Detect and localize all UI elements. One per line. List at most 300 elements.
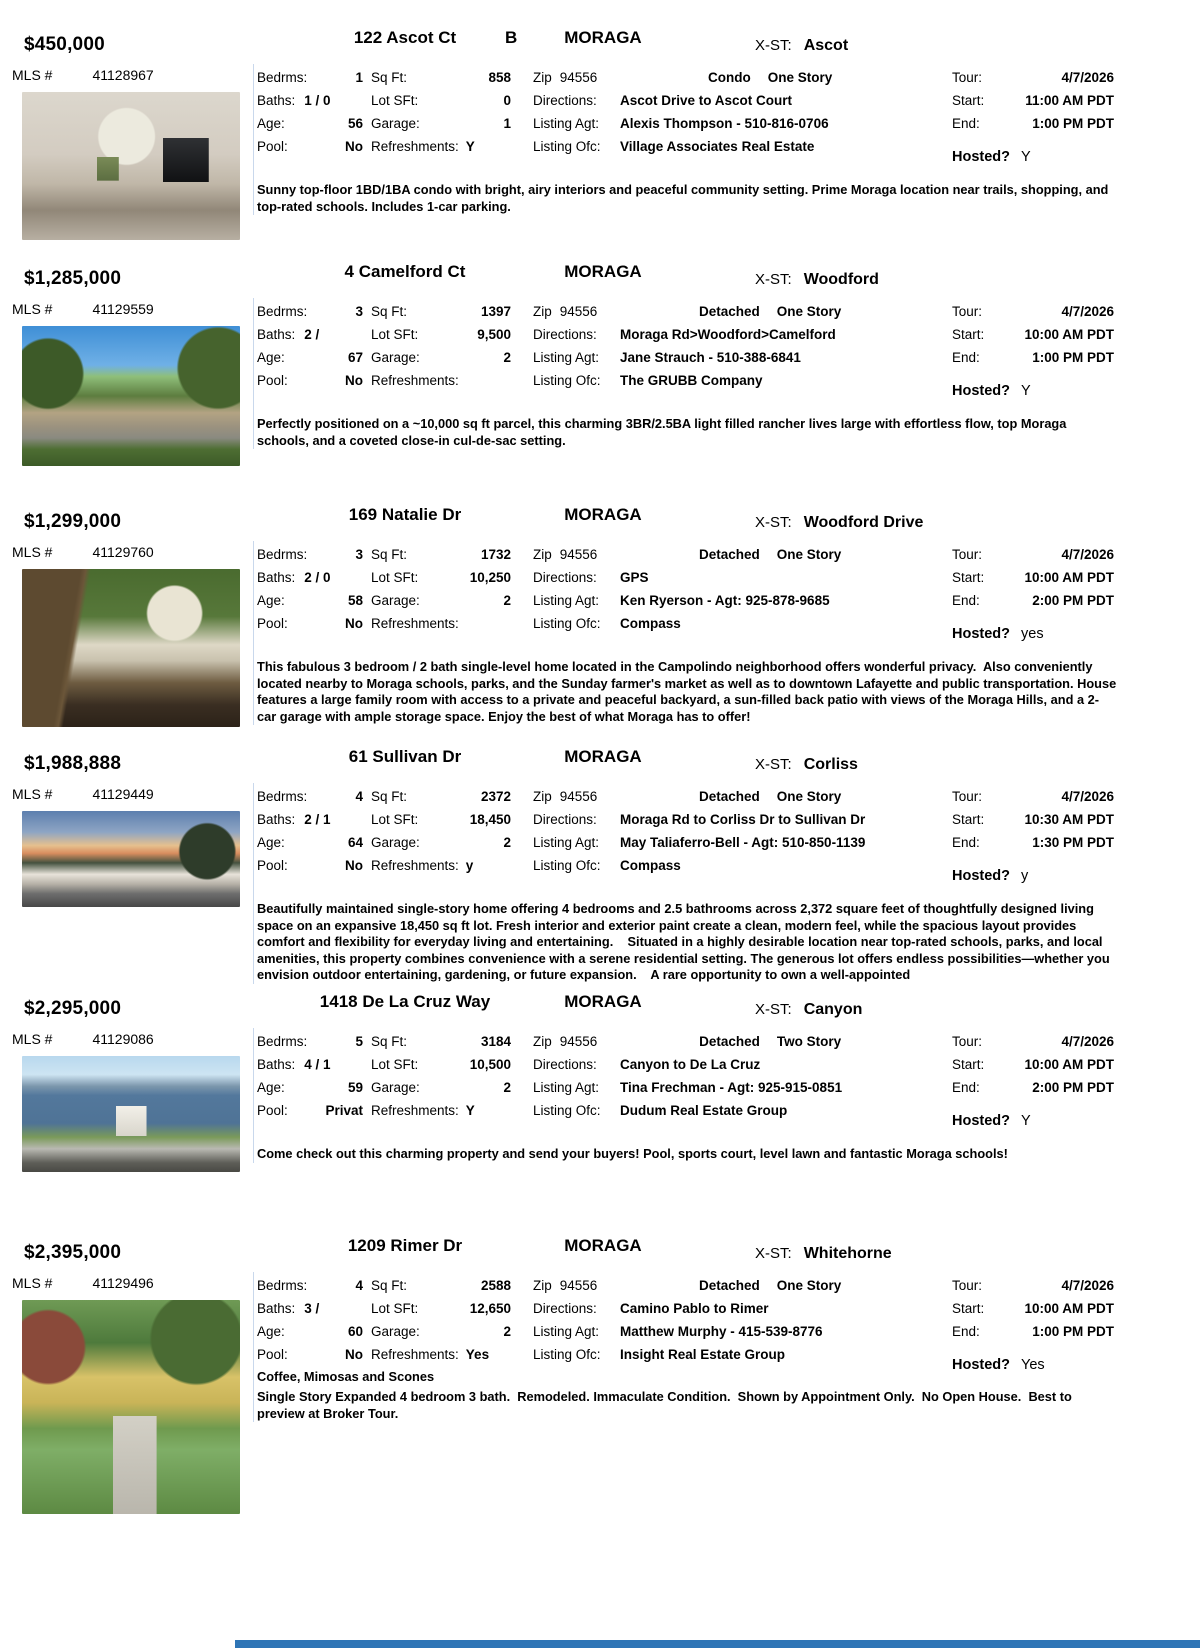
baths-label: Baths: — [257, 93, 296, 108]
age-label: Age: — [257, 835, 285, 850]
listing-description: Come check out this charming property and send your buyers! Pool, sports court, level lawn and fantastic Moraga schools! — [257, 1146, 1008, 1161]
listing-agent-field — [533, 1320, 943, 1343]
listing-agent-value: Jane Strauch - 510-388-6841 — [620, 350, 801, 365]
type-value: Detached — [699, 789, 760, 804]
sqft-value: 1732 — [480, 547, 511, 562]
sqft-label: Sq Ft: — [371, 304, 408, 319]
address: 61 Sullivan Dr — [348, 747, 462, 766]
directions-field — [533, 323, 943, 346]
cross-street-value: Corliss — [803, 756, 858, 773]
refreshments-value: Yes — [465, 1347, 490, 1362]
hosted-field — [952, 625, 1114, 643]
lot-label: Lot SFt: — [371, 327, 419, 342]
age-value: 58 — [347, 593, 363, 608]
sqft-label: Sq Ft: — [371, 547, 408, 562]
directions-label: Directions: — [533, 1301, 597, 1316]
cross-street — [755, 271, 879, 289]
tour-label: Tour: — [952, 1278, 983, 1293]
city: MORAGA — [564, 28, 642, 47]
refreshments-label: Refreshments: — [371, 1103, 459, 1118]
mls-number: 41128967 — [92, 67, 154, 83]
start-value: 10:30 AM PDT — [1024, 812, 1114, 827]
stories-value: Two Story — [776, 1034, 842, 1049]
mls-row — [12, 298, 252, 322]
stories-value: One Story — [776, 1278, 842, 1293]
garage-field — [371, 589, 511, 612]
age-label: Age: — [257, 350, 285, 365]
stories-value: One Story — [776, 547, 842, 562]
hosted-field — [952, 1356, 1114, 1374]
end-label: End: — [952, 116, 980, 131]
cross-street — [755, 37, 848, 55]
cross-street-label: X-ST: — [755, 271, 792, 288]
bedrooms-label: Bedrms: — [257, 1034, 308, 1049]
listing-left-column — [12, 783, 252, 907]
pool-label: Pool: — [257, 858, 288, 873]
listing-agent-label: Listing Agt: — [533, 116, 600, 131]
garage-label: Garage: — [371, 1080, 420, 1095]
tour-schedule — [952, 1274, 1114, 1374]
listing-office-value: Compass — [620, 858, 681, 873]
zip-label: Zip — [533, 304, 552, 319]
tour-date-field — [952, 1030, 1114, 1053]
age-value: 60 — [347, 1324, 363, 1339]
tour-schedule — [952, 543, 1114, 643]
hosted-label: Hosted? — [952, 1357, 1010, 1373]
mls-label: MLS # — [12, 1031, 53, 1047]
baths-field — [257, 566, 363, 589]
garage-field — [371, 831, 511, 854]
listing-agent-label: Listing Agt: — [533, 835, 600, 850]
lot-label: Lot SFt: — [371, 93, 419, 108]
listing-left-column — [12, 541, 252, 727]
cross-street-value: Canyon — [803, 1001, 863, 1018]
price: $2,295,000 — [24, 998, 122, 1019]
listing-office-value: Village Associates Real Estate — [620, 139, 815, 154]
bedrooms-field — [257, 1030, 363, 1053]
pool-label: Pool: — [257, 1103, 288, 1118]
stories-value: One Story — [767, 70, 833, 85]
tour-start-field — [952, 566, 1114, 589]
listing-details — [253, 1272, 1123, 1422]
tour-end-field — [952, 346, 1114, 369]
footer-bar — [235, 1640, 1200, 1648]
pool-field — [257, 1343, 363, 1366]
tour-date-field — [952, 300, 1114, 323]
lot-field — [371, 1297, 511, 1320]
cross-street-label: X-ST: — [755, 1245, 792, 1262]
pool-field — [257, 854, 363, 877]
cross-street-value: Woodford — [803, 271, 879, 288]
tour-start-field — [952, 808, 1114, 831]
end-value: 2:00 PM PDT — [1032, 593, 1114, 608]
tour-date-value: 4/7/2026 — [1061, 70, 1114, 85]
lot-value: 0 — [503, 93, 511, 108]
bedrooms-value: 3 — [355, 304, 363, 319]
garage-label: Garage: — [371, 593, 420, 608]
bedrooms-field — [257, 785, 363, 808]
cross-street-value: Whitehorne — [803, 1245, 892, 1262]
property-type — [597, 300, 943, 323]
type-value: Detached — [699, 1278, 760, 1293]
directions-label: Directions: — [533, 93, 597, 108]
mls-label: MLS # — [12, 67, 53, 83]
baths-label: Baths: — [257, 570, 296, 585]
pool-field — [257, 369, 363, 392]
refreshments-field — [371, 1099, 511, 1122]
listing-agent-field — [533, 589, 943, 612]
mls-number: 41129449 — [92, 786, 154, 802]
city: MORAGA — [564, 747, 642, 766]
sqft-label: Sq Ft: — [371, 70, 408, 85]
tour-schedule — [952, 1030, 1114, 1130]
zip-value: 94556 — [559, 1278, 598, 1293]
listing-agent-label: Listing Agt: — [533, 1324, 600, 1339]
lot-field — [371, 323, 511, 346]
zip-value: 94556 — [559, 1034, 598, 1049]
tour-date-field — [952, 66, 1114, 89]
cross-street-value: Ascot — [803, 37, 849, 54]
hosted-value: y — [1021, 868, 1029, 884]
tour-end-field — [952, 589, 1114, 612]
zip-label: Zip — [533, 789, 552, 804]
city: MORAGA — [564, 992, 642, 1011]
garage-label: Garage: — [371, 1324, 420, 1339]
cross-street-label: X-ST: — [755, 756, 792, 773]
directions-field — [533, 1297, 943, 1320]
end-label: End: — [952, 835, 980, 850]
baths-field — [257, 1053, 363, 1076]
listing-left-column — [12, 64, 252, 240]
garage-value: 2 — [503, 1080, 511, 1095]
start-label: Start: — [952, 570, 985, 585]
listing-office-label: Listing Ofc: — [533, 139, 601, 154]
tour-end-field — [952, 112, 1114, 135]
address: 4 Camelford Ct — [344, 262, 466, 281]
garage-label: Garage: — [371, 350, 420, 365]
tour-date-field — [952, 785, 1114, 808]
listing-office-value: The GRUBB Company — [620, 373, 763, 388]
refreshments-field — [371, 369, 511, 392]
lot-label: Lot SFt: — [371, 570, 419, 585]
garage-value: 2 — [503, 350, 511, 365]
listing-description: Beautifully maintained single-story home offering 4 bedrooms and 2.5 bathrooms across 2,372 square feet of thoughtfully designed living space on an expansive 18,450 sq ft lot. Fresh interior and exterior paint create a clean, modern feel, while the spacious layout provides comfort and flexibility for everyday living and entertaining. Situated in a highly desirable location near top-rated schools, parks, and local amenities, this property combines convenience with a serene residential setting. The generous lot offers endless possibilities—whether you envision outdoor entertaining, gardening, or future expansion. A rare opportunity to own a well-appointed — [257, 901, 1114, 982]
end-value: 2:00 PM PDT — [1032, 1080, 1114, 1095]
garage-field — [371, 1320, 511, 1343]
listing-office-field — [533, 612, 943, 635]
bedrooms-label: Bedrms: — [257, 304, 308, 319]
zip-value: 94556 — [559, 789, 598, 804]
bedrooms-value: 4 — [355, 1278, 363, 1293]
tour-date-value: 4/7/2026 — [1061, 304, 1114, 319]
listing-agent-field — [533, 831, 943, 854]
tour-date-value: 4/7/2026 — [1061, 789, 1114, 804]
mls-number: 41129496 — [92, 1275, 154, 1291]
tour-schedule — [952, 300, 1114, 400]
pool-value: No — [345, 139, 363, 154]
listing-details — [253, 541, 1123, 725]
lot-field — [371, 566, 511, 589]
sqft-value: 2588 — [480, 1278, 511, 1293]
end-value: 1:00 PM PDT — [1032, 1324, 1114, 1339]
sqft-value: 3184 — [480, 1034, 511, 1049]
age-field — [257, 112, 363, 135]
type-value: Detached — [699, 547, 760, 562]
mls-number: 41129760 — [92, 544, 154, 560]
tour-end-field — [952, 1320, 1114, 1343]
directions-label: Directions: — [533, 1057, 597, 1072]
refreshments-value: Y — [465, 139, 475, 154]
sqft-label: Sq Ft: — [371, 789, 408, 804]
zip-value: 94556 — [559, 304, 598, 319]
address: 169 Natalie Dr — [348, 505, 462, 524]
end-label: End: — [952, 1080, 980, 1095]
lot-value: 12,650 — [469, 1301, 511, 1316]
listing-agent-value: Ken Ryerson - Agt: 925-878-9685 — [620, 593, 830, 608]
age-field — [257, 1076, 363, 1099]
address: 122 Ascot Ct — [353, 28, 457, 47]
tour-label: Tour: — [952, 70, 983, 85]
listing-left-column — [12, 1272, 252, 1514]
listing-office-value: Insight Real Estate Group — [620, 1347, 786, 1362]
listing-details — [253, 298, 1123, 449]
listing-photo — [22, 326, 240, 466]
age-label: Age: — [257, 1080, 285, 1095]
lot-label: Lot SFt: — [371, 1057, 419, 1072]
start-label: Start: — [952, 327, 985, 342]
start-value: 10:00 AM PDT — [1024, 570, 1114, 585]
listing-office-field — [533, 1099, 943, 1122]
tour-date-field — [952, 1274, 1114, 1297]
garage-field — [371, 1076, 511, 1099]
listing-description: Single Story Expanded 4 bedroom 3 bath. Remodeled. Immaculate Condition. Shown by Appointment Only. No Open House. Best to preview at Broker Tour. — [257, 1389, 1076, 1421]
mls-label: MLS # — [12, 1275, 53, 1291]
type-value: Detached — [699, 1034, 760, 1049]
listing-office-label: Listing Ofc: — [533, 858, 601, 873]
directions-field — [533, 89, 943, 112]
listing-photo — [22, 1300, 240, 1514]
lot-label: Lot SFt: — [371, 1301, 419, 1316]
lot-value: 10,500 — [469, 1057, 511, 1072]
listing-photo — [22, 811, 240, 907]
pool-value: Privat — [325, 1103, 363, 1118]
lot-label: Lot SFt: — [371, 812, 419, 827]
hosted-label: Hosted? — [952, 868, 1010, 884]
mls-row — [12, 1028, 252, 1052]
sqft-value: 2372 — [480, 789, 511, 804]
listing-description: This fabulous 3 bedroom / 2 bath single-level home located in the Campolindo neighborhood offers wonderful privacy. Also conveniently located nearby to Moraga schools, parks, and the Sunday farmer's market as well as to downtown Lafayette and public transportation. House features a large family room with access to a private and peaceful backyard, a sun-filled back patio with views of the Moraga Hills, and a 2-car garage with ample storage space. Enjoy the best of what Moraga has to offer! — [257, 659, 1120, 724]
zip-label: Zip — [533, 547, 552, 562]
property-type — [597, 66, 943, 89]
sqft-field — [371, 300, 511, 323]
hosted-label: Hosted? — [952, 626, 1010, 642]
pool-field — [257, 612, 363, 635]
tour-end-field — [952, 831, 1114, 854]
hosted-field — [952, 382, 1114, 400]
listing-details — [253, 1028, 1123, 1163]
city: MORAGA — [564, 262, 642, 281]
directions-value: Ascot Drive to Ascot Court — [620, 93, 793, 108]
age-value: 59 — [347, 1080, 363, 1095]
mls-number: 41129559 — [92, 301, 154, 317]
listing-card — [0, 1236, 1200, 1422]
tour-date-value: 4/7/2026 — [1061, 547, 1114, 562]
cross-street-label: X-ST: — [755, 1001, 792, 1018]
baths-field — [257, 89, 363, 112]
hosted-field — [952, 1112, 1114, 1130]
stories-value: One Story — [776, 789, 842, 804]
tour-start-field — [952, 89, 1114, 112]
cross-street-value: Woodford Drive — [803, 514, 924, 531]
zip-type-field — [533, 785, 943, 808]
garage-value: 2 — [503, 593, 511, 608]
property-type — [597, 1030, 943, 1053]
listing-office-label: Listing Ofc: — [533, 1103, 601, 1118]
tour-end-field — [952, 1076, 1114, 1099]
bedrooms-label: Bedrms: — [257, 1278, 308, 1293]
listing-photo — [22, 1056, 240, 1172]
garage-value: 2 — [503, 835, 511, 850]
listing-agent-value: Matthew Murphy - 415-539-8776 — [620, 1324, 823, 1339]
lot-value: 18,450 — [469, 812, 511, 827]
tour-label: Tour: — [952, 547, 983, 562]
refreshments-field — [371, 135, 511, 158]
listing-card — [0, 28, 1200, 215]
listing-left-column — [12, 298, 252, 466]
hosted-value: Y — [1021, 1113, 1031, 1129]
zip-value: 94556 — [559, 547, 598, 562]
listing-header — [0, 992, 1200, 1028]
garage-label: Garage: — [371, 835, 420, 850]
pool-label: Pool: — [257, 139, 288, 154]
listing-photo — [22, 92, 240, 240]
cross-street-label: X-ST: — [755, 37, 792, 54]
type-value: Detached — [699, 304, 760, 319]
refreshments-label: Refreshments: — [371, 616, 459, 631]
lot-value: 10,250 — [469, 570, 511, 585]
garage-field — [371, 346, 511, 369]
refreshments-label: Refreshments: — [371, 1347, 459, 1362]
listing-agent-value: Tina Frechman - Agt: 925-915-0851 — [620, 1080, 843, 1095]
garage-label: Garage: — [371, 116, 420, 131]
bedrooms-field — [257, 300, 363, 323]
directions-value: Camino Pablo to Rimer — [620, 1301, 769, 1316]
listing-agent-value: May Taliaferro-Bell - Agt: 510-850-1139 — [620, 835, 866, 850]
listing-office-field — [533, 369, 943, 392]
bedrooms-value: 1 — [355, 70, 363, 85]
price: $2,395,000 — [24, 1242, 122, 1263]
start-value: 10:00 AM PDT — [1024, 1057, 1114, 1072]
baths-label: Baths: — [257, 327, 296, 342]
zip-type-field — [533, 1030, 943, 1053]
bedrooms-field — [257, 66, 363, 89]
baths-label: Baths: — [257, 1057, 296, 1072]
refreshments-label: Refreshments: — [371, 858, 459, 873]
bedrooms-label: Bedrms: — [257, 789, 308, 804]
pool-value: No — [345, 858, 363, 873]
age-value: 64 — [347, 835, 363, 850]
end-value: 1:30 PM PDT — [1032, 835, 1114, 850]
end-label: End: — [952, 593, 980, 608]
baths-label: Baths: — [257, 812, 296, 827]
end-value: 1:00 PM PDT — [1032, 350, 1114, 365]
hosted-field — [952, 148, 1114, 166]
tour-date-value: 4/7/2026 — [1061, 1034, 1114, 1049]
zip-type-field — [533, 1274, 943, 1297]
directions-label: Directions: — [533, 812, 597, 827]
listing-header — [0, 1236, 1200, 1272]
start-value: 10:00 AM PDT — [1024, 327, 1114, 342]
zip-label: Zip — [533, 1034, 552, 1049]
baths-field — [257, 323, 363, 346]
pool-label: Pool: — [257, 1347, 288, 1362]
listing-card — [0, 262, 1200, 449]
listing-header — [0, 262, 1200, 298]
listing-header — [0, 505, 1200, 541]
listing-office-field — [533, 1343, 943, 1366]
stories-value: One Story — [776, 304, 842, 319]
sqft-label: Sq Ft: — [371, 1034, 408, 1049]
baths-value: 2 / 1 — [304, 812, 331, 827]
cross-street-label: X-ST: — [755, 514, 792, 531]
property-type — [597, 1274, 943, 1297]
refreshments-field — [371, 612, 511, 635]
listing-agent-label: Listing Agt: — [533, 350, 600, 365]
listing-office-field — [533, 854, 943, 877]
end-label: End: — [952, 350, 980, 365]
sqft-field — [371, 785, 511, 808]
listing-left-column — [12, 1028, 252, 1172]
zip-value: 94556 — [559, 70, 598, 85]
listing-description: Perfectly positioned on a ~10,000 sq ft parcel, this charming 3BR/2.5BA light filled rancher lives large with effortless flow, top Moraga schools, and a coveted close-in cul-de-sac setting. — [257, 416, 1070, 448]
hosted-value: Y — [1021, 149, 1031, 165]
hosted-label: Hosted? — [952, 149, 1010, 165]
listing-description: Sunny top-floor 1BD/1BA condo with bright, airy interiors and peaceful community setting. Prime Moraga location near trails, shopping, and top-rated schools. Includes 1-car parking. — [257, 182, 1112, 214]
tour-schedule — [952, 785, 1114, 885]
sqft-value: 1397 — [480, 304, 511, 319]
price: $1,988,888 — [24, 753, 122, 774]
mls-row — [12, 541, 252, 565]
garage-value: 2 — [503, 1324, 511, 1339]
mls-row — [12, 64, 252, 88]
hosted-label: Hosted? — [952, 1113, 1010, 1129]
directions-label: Directions: — [533, 570, 597, 585]
bedrooms-label: Bedrms: — [257, 70, 308, 85]
pool-value: No — [345, 373, 363, 388]
mls-label: MLS # — [12, 301, 53, 317]
directions-value: Moraga Rd to Corliss Dr to Sullivan Dr — [620, 812, 866, 827]
bedrooms-value: 4 — [355, 789, 363, 804]
pool-field — [257, 135, 363, 158]
listing-card — [0, 747, 1200, 984]
lot-value: 9,500 — [477, 327, 511, 342]
cross-street — [755, 514, 923, 532]
bedrooms-label: Bedrms: — [257, 547, 308, 562]
pool-value: No — [345, 1347, 363, 1362]
listing-agent-value: Alexis Thompson - 510-816-0706 — [620, 116, 829, 131]
listing-details — [253, 783, 1123, 984]
listing-agent-field — [533, 112, 943, 135]
listing-office-field — [533, 135, 943, 158]
refreshments-label: Refreshments: — [371, 373, 459, 388]
bedrooms-field — [257, 543, 363, 566]
listing-agent-label: Listing Agt: — [533, 593, 600, 608]
lot-field — [371, 1053, 511, 1076]
refreshments-note: Coffee, Mimosas and Scones — [257, 1369, 435, 1384]
zip-type-field — [533, 543, 943, 566]
refreshments-value: y — [465, 858, 474, 873]
directions-value: Moraga Rd>Woodford>Camelford — [620, 327, 836, 342]
